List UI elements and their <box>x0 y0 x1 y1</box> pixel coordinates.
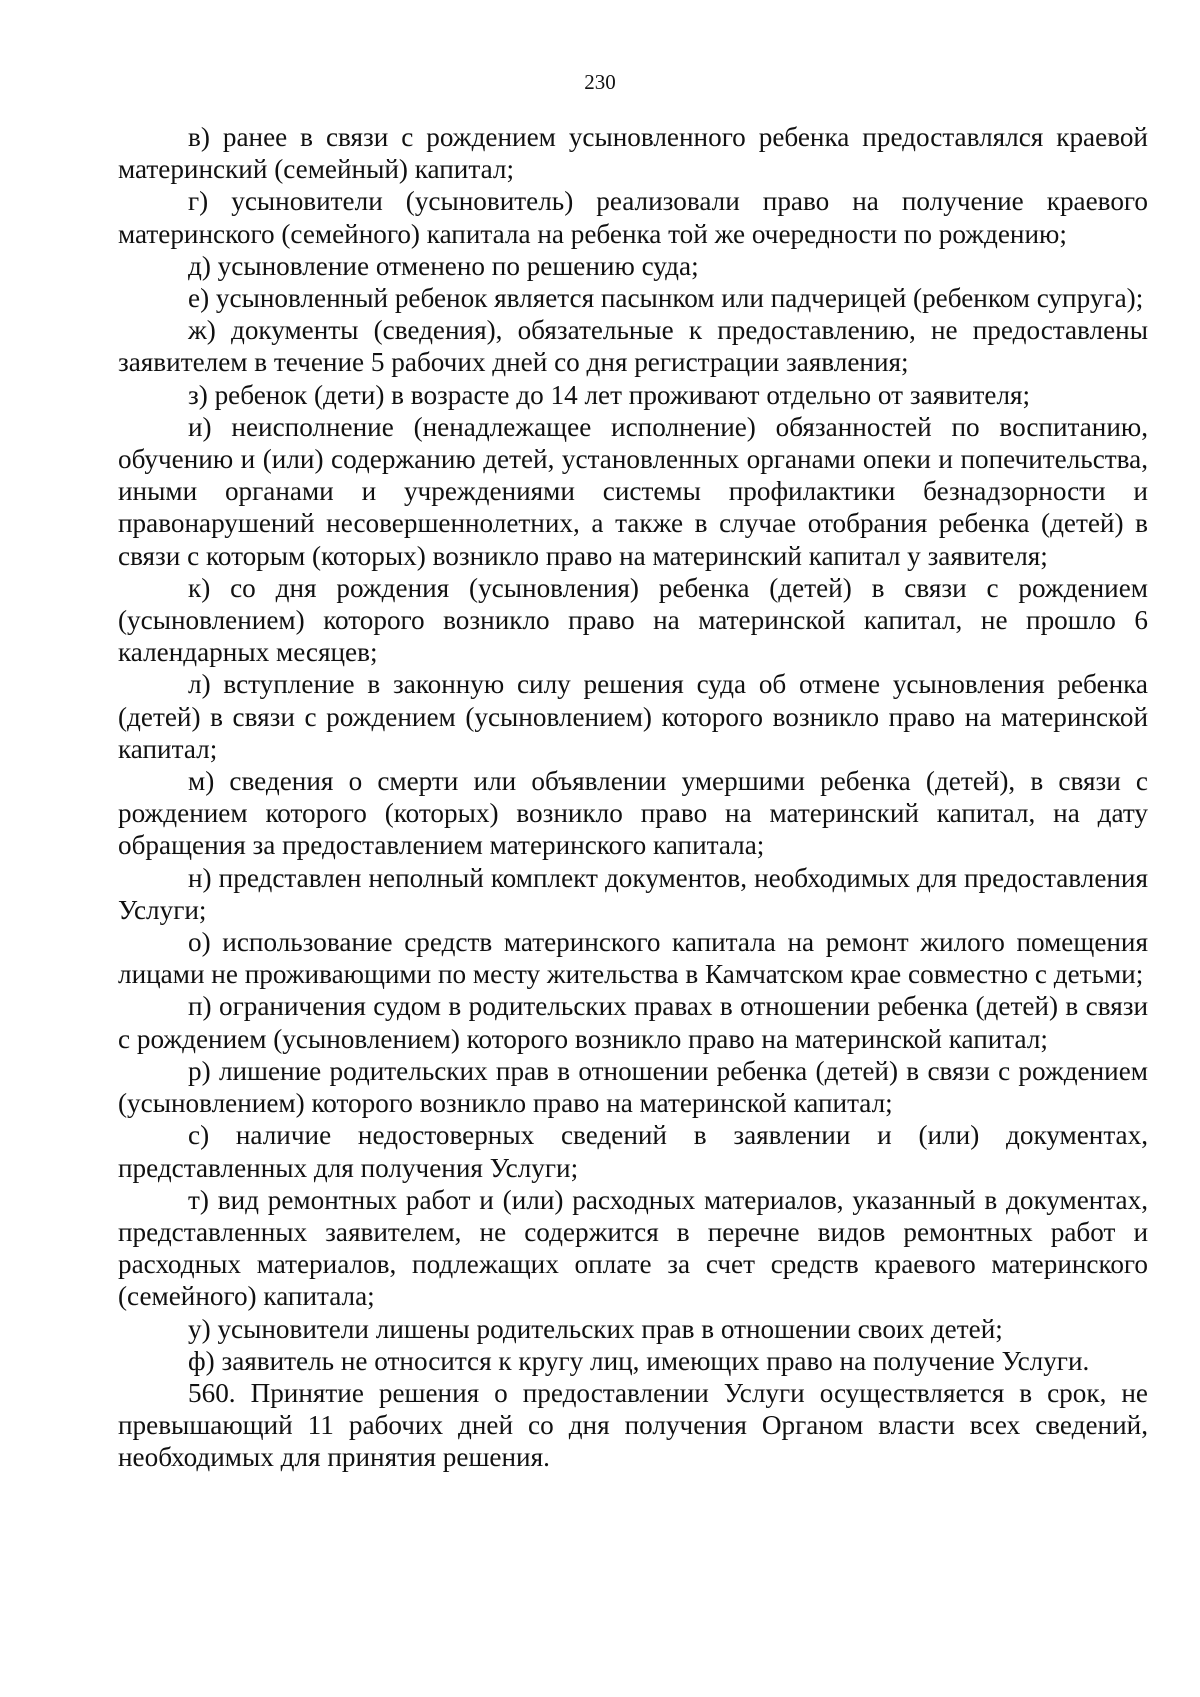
paragraph-d: д) усыновление отменено по решению суда; <box>188 250 699 281</box>
paragraph-r: р) лишение родительских прав в отношении ребенка (детей) в связи с рождением (усыновлением) которого возникло право на материнской капитал; <box>118 1055 1148 1119</box>
paragraph-e: е) усыновленный ребенок является пасынком или падчерицей (ребенком супруга); <box>188 283 1144 314</box>
paragraph-l: л) вступление в законную силу решения суда об отмене усыновления ребенка (детей) в связи с рождением (усыновлением) которого возникло право на материнской капитал; <box>118 669 1148 764</box>
paragraph-k: к) со дня рождения (усыновления) ребенка (детей) в связи с рождением (усыновлением) которого возникло право на материнской капитал, не прошло 6 календарных месяцев; <box>118 572 1148 668</box>
paragraph-zh: ж) документы (сведения), обязательные к предоставлению, не предоставлены заявителем в течение 5 рабочих дней со дня регистрации заявления; <box>118 315 1148 378</box>
paragraph-z: з) ребенок (дети) в возрасте до 14 лет проживают отдельно от заявителя; <box>188 379 1031 410</box>
paragraph-t: т) вид ремонтных работ и (или) расходных материалов, указанный в документах, представленных заявителем, не содержится в перечне видов ремонтных работ и расходных материалов, подлежащих оплате за счет средств краевого материнского (семейного) капитала; <box>118 1184 1148 1312</box>
paragraph-s: с) наличие недостоверных сведений в заявлении и (или) документах, представленных для получения Услуги; <box>118 1120 1148 1183</box>
page-number: 230 <box>584 70 616 94</box>
document-body <box>118 121 1148 1474</box>
paragraph-n: н) представлен неполный комплект документов, необходимых для предоставления Услуги; <box>118 862 1148 925</box>
paragraph-v: в) ранее в связи с рождением усыновленного ребенка предоставлялся краевой материнский (семейный) капитал; <box>118 122 1148 185</box>
paragraph-m: м) сведения о смерти или объявлении умершими ребенка (детей), в связи с рождением которого (которых) возникло право на материнский капитал, на дату обращения за предоставлением материнского капитала; <box>118 766 1148 861</box>
paragraph-i: и) неисполнение (ненадлежащее исполнение) обязанностей по воспитанию, обучению и (или) содержанию детей, установленных органами опеки и попечительства, иными органами и учреждениями системы профилактики безнадзорности и правонарушений несовершеннолетних, а также в случае отобрания ребенка (детей) в связи с которым (которых) возникло право на материнский капитал у заявителя; <box>118 411 1148 571</box>
paragraph-u: у) усыновители лишены родительских прав в отношении своих детей; <box>188 1313 1003 1344</box>
clause-560: 560. Принятие решения о предоставлении Услуги осуществляется в срок, не превышающий 11 рабочих дней со дня получения Органом власти всех сведений, необходимых для принятия решения. <box>118 1377 1148 1473</box>
paragraph-f: ф) заявитель не относится к кругу лиц, имеющих право на получение Услуги. <box>188 1345 1090 1376</box>
paragraph-g: г) усыновители (усыновитель) реализовали право на получение краевого материнского (семейного) капитала на ребенка той же очередности по рождению; <box>118 186 1148 249</box>
paragraph-p: п) ограничения судом в родительских правах в отношении ребенка (детей) в связи с рождением (усыновлением) которого возникло право на материнской капитал; <box>118 991 1148 1054</box>
paragraph-o: о) использование средств материнского капитала на ремонт жилого помещения лицами не проживающими по месту жительства в Камчатском крае совместно с детьми; <box>118 927 1148 990</box>
